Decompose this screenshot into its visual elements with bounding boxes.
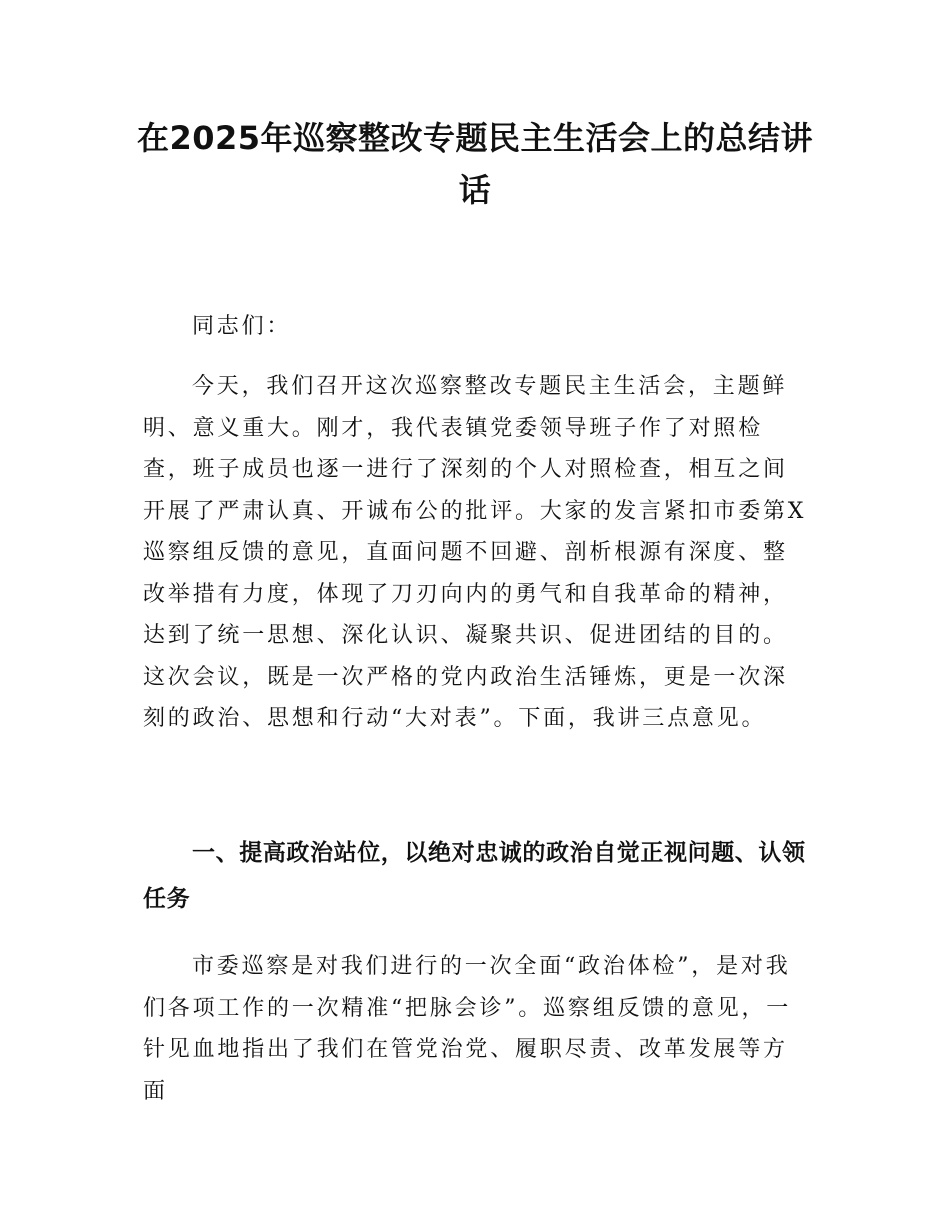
greeting: 同志们： <box>192 314 292 339</box>
document-title: 在2025年巡察整改专题民主生活会上的总结讲话 <box>136 119 814 209</box>
section-heading-1: 一、提高政治站位，以绝对忠诚的政治自觉正视问题、认领任务 <box>143 840 806 912</box>
paragraph-section-1: 市委巡察是对我们进行的一次全面“政治体检”，是对我们各项工作的一次精准“把脉会诊”。巡察组反馈的意见，一针见血地指出了我们在管党治党、履职尽责、改革发展等方面 <box>143 954 792 1104</box>
paragraph-opening: 今天，我们召开这次巡察整改专题民主生活会，主题鲜明、意义重大。刚才，我代表镇党委领导班子作了对照检查，班子成员也逐一进行了深刻的个人对照检查，相互之间开展了严肃认真、开诚布公的批评。大家的发言紧扣市委第X巡察组反馈的意见，直面问题不回避、剖析根源有深度、整改举措有力度，体现了刀刃向内的勇气和自我革命的精神，达到了统一思想、深化认识、凝聚共识、促进团结的目的。这次会议，既是一次严格的党内政治生活锤炼，更是一次深刻的政治、思想和行动“大对表”。下面，我讲三点意见。 <box>143 374 807 731</box>
